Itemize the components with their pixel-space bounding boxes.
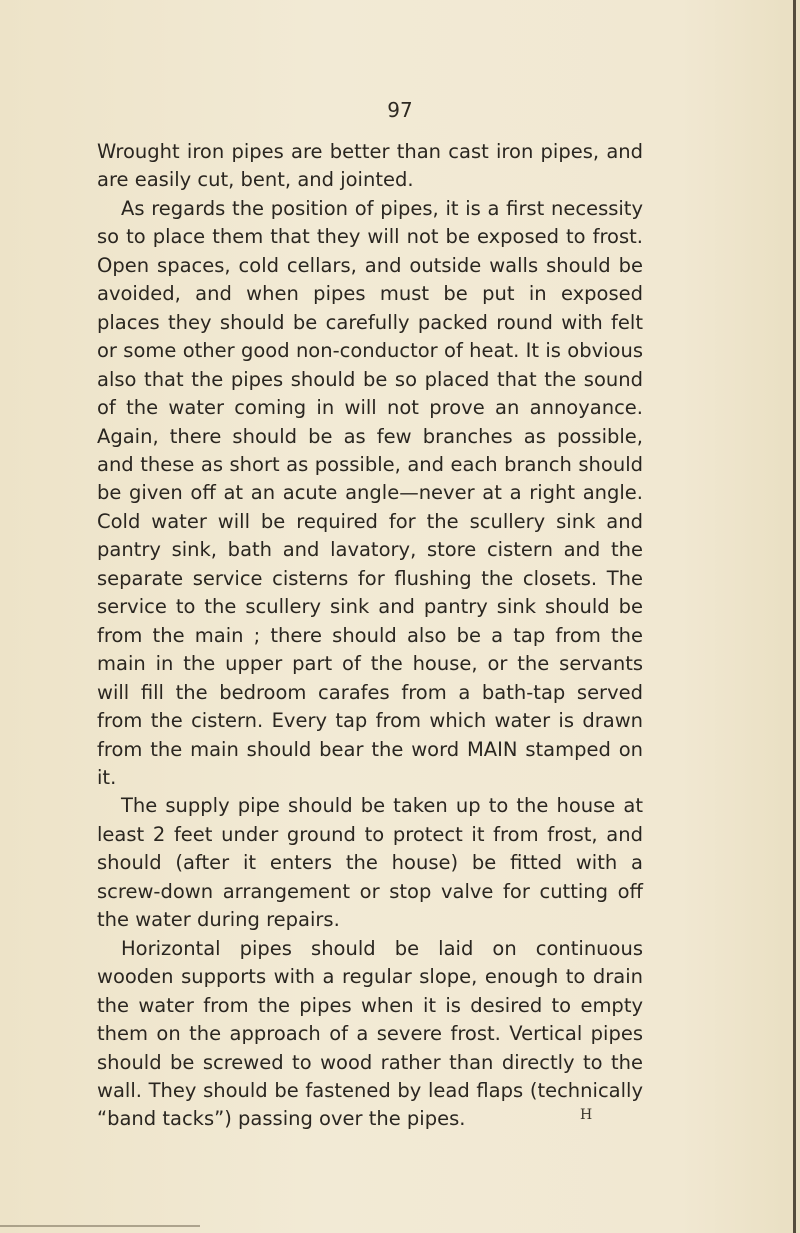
page-edge-line: [0, 1225, 200, 1227]
paragraph-4: Horizontal pipes should be laid on continuous wooden supports with a regular slope, enough to drain the water from the pipes when it is desired to empty them on the approach of a severe frost. Vertical pipes should be screwed to wood rather than directly to the wall. They should be fastened by lead flaps (technically “band tacks”) passing over the pipes.: [97, 936, 643, 1131]
page-number: 97: [387, 98, 413, 122]
paragraph-3: The supply pipe should be taken up to the house at least 2 feet under ground to protect it from frost, and should (after it enters the house) be fitted with a screw-down arrangement or stop valve for cutting off the water during repairs.: [97, 794, 643, 932]
paragraph-1: Wrought iron pipes are better than cast iron pipes, and are easily cut, bent, and jointed.: [97, 140, 643, 192]
body-text: [97, 138, 643, 1134]
page-edge-shadow: [793, 0, 796, 1233]
signature-mark: H: [580, 1107, 593, 1123]
paragraph-2: As regards the position of pipes, it is a first necessity so to place them that they will not be exposed to frost. Open spaces, cold cellars, and outside walls should be avoided, and when pipes must be put in exposed places they should be carefully packed round with felt or some other good non-conductor of heat. It is obvious also that the pipes should be so placed that the sound of the water coming in will not prove an annoyance. Again, there should be as few branches as possible, and these as short as possible, and each branch should be given off at an acute angle—never at a right angle. Cold water will be required for the scullery sink and pantry sink, bath and lavatory, store cistern and the separate service cisterns for flushing the closets. The service to the scullery sink and pantry sink should be from the main ; there should also be a tap from the main in the upper part of the house, or the servants will fill the bedroom carafes from a bath-tap served from the cistern. Every tap from which water is drawn from the main should bear the word MAIN stamped on it.: [97, 196, 643, 789]
